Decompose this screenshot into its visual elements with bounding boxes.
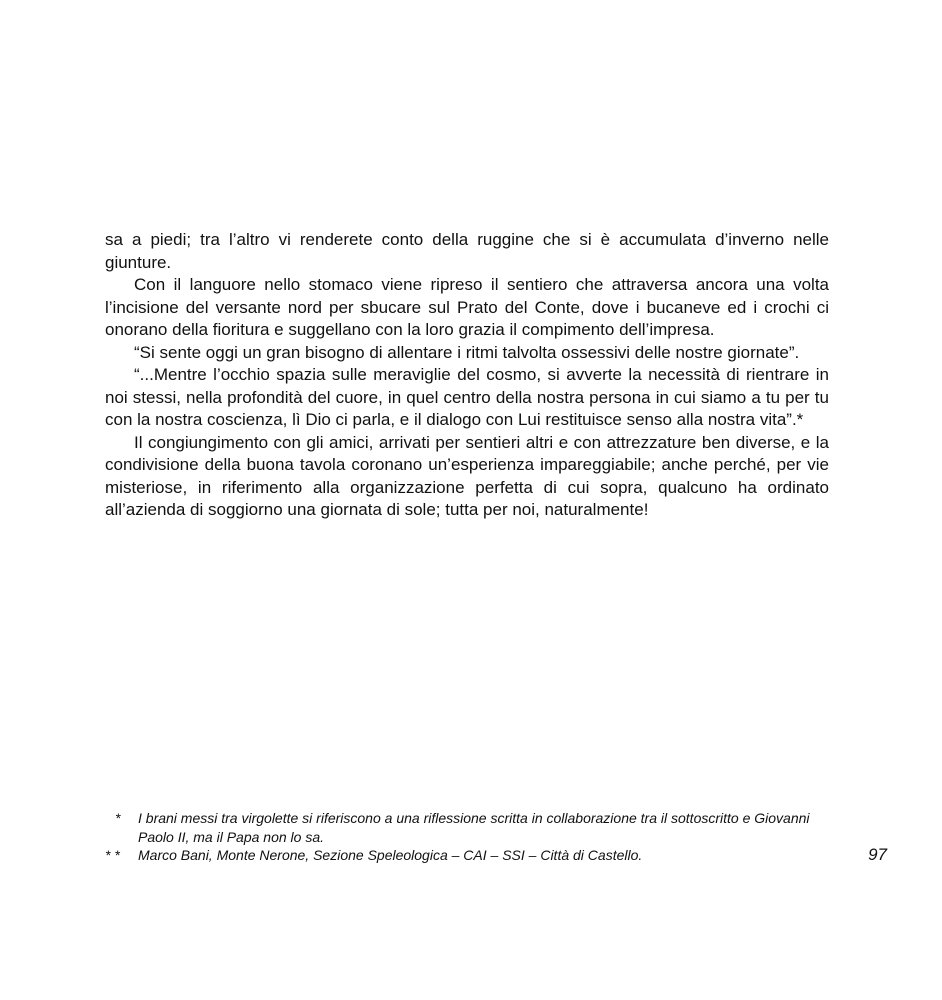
paragraph-quote: “...Mentre l’occhio spazia sulle meraviglie del cosmo, si avverte la necessità di rientrare in noi stessi, nella profondità del cuore, in quel centro della nostra persona in cui siamo a tu per tu con la nostra coscienza, lì Dio ci parla, e il dialogo con Lui restituisce senso alla nostra vita”.* [105,365,829,429]
footnote-marker: * * [105,847,120,863]
paragraph-continuation: sa a piedi; tra l’altro vi renderete conto della ruggine che si è accumulata d’inverno nelle giunture. [105,230,829,272]
paragraph-quote: “Si sente oggi un gran bisogno di allentare i ritmi talvolta ossessivi delle nostre giornate”. [134,342,800,362]
footnote-marker: * [115,810,121,826]
footnotes [105,809,832,865]
footnote [105,809,832,846]
page-number: 97 [868,845,887,864]
footnote-text: I brani messi tra virgolette si riferiscono a una riflessione scritta in collaborazione tra il sottoscritto e Giovanni Paolo II, ma il Papa non lo sa. [138,810,810,845]
footnote-text: Marco Bani, Monte Nerone, Sezione Speleologica – CAI – SSI – Città di Castello. [138,847,643,863]
body-text [105,229,829,522]
paragraph: Il congiungimento con gli amici, arrivati per sentieri altri e con attrezzature ben diverse, e la condivisione della buona tavola coronano un’esperienza impareggiabile; anche perché, per vie misteriose, in riferimento alla organizzazione perfetta di cui sopra, qualcuno ha ordinato all’azienda di soggiorno una giornata di sole; tutta per noi, naturalmente! [105,432,829,519]
footnote [105,846,832,865]
paragraph: Con il languore nello stomaco viene ripreso il sentiero che attraversa ancora una volta l’incisione del versante nord per sbucare sul Prato del Conte, dove i bucaneve ed i crochi ci onorano della fioritura e suggellano con la loro grazia il compimento dell’impresa. [105,275,829,339]
